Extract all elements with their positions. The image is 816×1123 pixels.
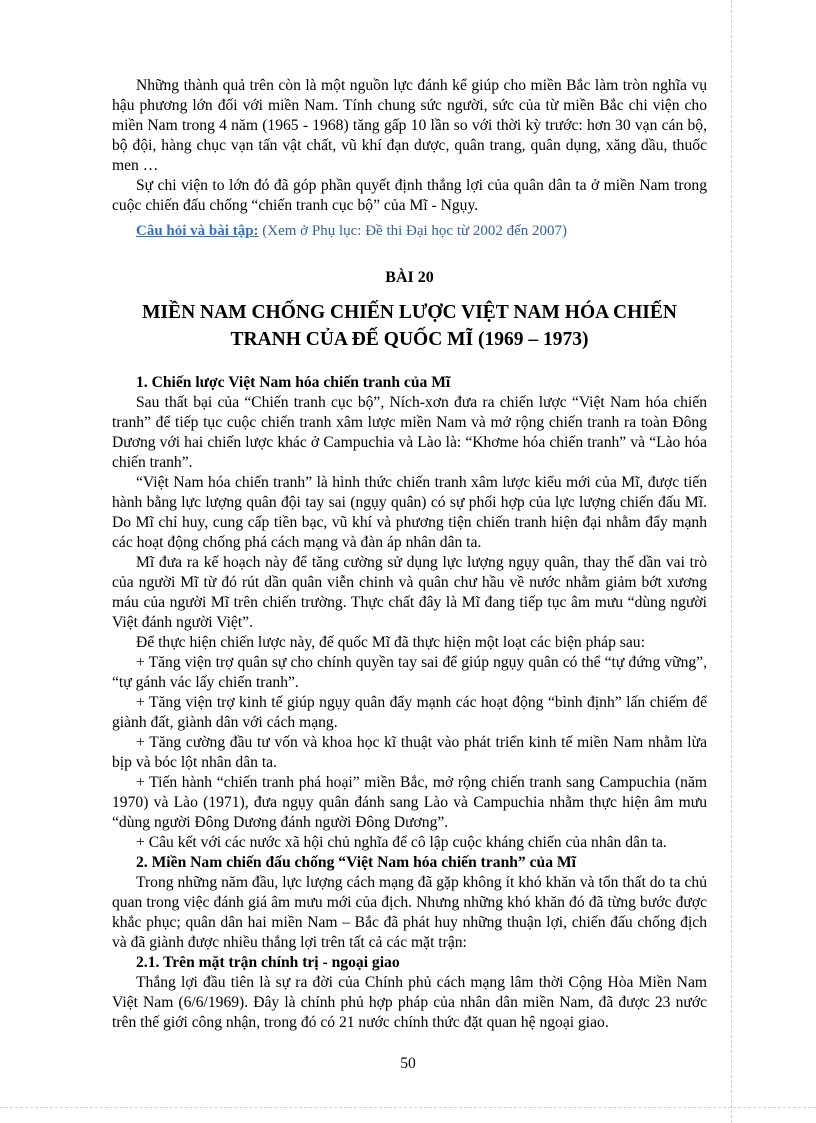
section-1-paragraph: Để thực hiện chiến lược này, đế quốc Mĩ đã thực hiện một loạt các biện pháp sau: xyxy=(136,634,645,651)
section-1-bullet: + Câu kết với các nước xã hội chủ nghĩa để cô lập cuộc kháng chiến của nhân dân ta. xyxy=(136,834,667,851)
page-number: 50 xyxy=(400,1055,416,1072)
section-1-bullet: + Tăng viện trợ quân sự cho chính quyền tay sai để giúp ngụy quân có thể “tự đứng vững”, “tự gánh vác lấy chiến tranh”. xyxy=(112,654,707,691)
section-1-paragraph: Mĩ đưa ra kế hoạch này để tăng cường sử dụng lực lượng ngụy quân, thay thế dần vai trò của người Mĩ từ đó rút dần quân viễn chinh và quân chư hầu về nước nhằm giảm bớt xương máu của người Mĩ trên chiến trường. Thực chất đây là Mĩ đang tiếp tục âm mưu “dùng người Việt đánh người Việt”. xyxy=(112,554,707,631)
section-2-1-paragraph: Thắng lợi đầu tiên là sự ra đời của Chính phủ cách mạng lâm thời Cộng Hòa Miền Nam Việt Nam (6/6/1969). Đây là chính phủ hợp pháp của nhân dân miền Nam, đã được 23 nước trên thế giới công nhận, trong đó có 21 nước chính thức đặt quan hệ ngoại giao. xyxy=(112,974,707,1031)
intro-paragraph-2: Sự chi viện to lớn đó đã góp phần quyết định thắng lợi của quân dân ta ở miền Nam trong cuộc chiến đấu chống “chiến tranh cục bộ” của Mĩ - Ngụy. xyxy=(112,177,707,214)
lesson-title-line-1: MIỀN NAM CHỐNG CHIẾN LƯỢC VIỆT NAM HÓA CHIẾN xyxy=(142,302,677,323)
questions-link[interactable]: Câu hỏi và bài tập: xyxy=(136,223,259,239)
lesson-number: BÀI 20 xyxy=(385,269,434,286)
section-1-paragraph: “Việt Nam hóa chiến tranh” là hình thức chiến tranh xâm lược kiểu mới của Mĩ, được tiến hành bằng lực lượng quân đội tay sai (ngụy quân) có sự phối hợp của lực lượng chiến đấu Mĩ. Do Mĩ chỉ huy, cung cấp tiền bạc, vũ khí và phương tiện chiến tranh hiện đại nhằm đẩy mạnh các hoạt động chống phá cách mạng và đàn áp nhân dân ta. xyxy=(112,474,707,551)
intro-paragraph-1: Những thành quả trên còn là một nguồn lực đánh kể giúp cho miền Bắc làm tròn nghĩa vụ hậu phương lớn đối với miền Nam. Tính chung sức người, sức của từ miền Bắc chi viện cho miền Nam trong 4 năm (1965 - 1968) tăng gấp 10 lần so với thời kỳ trước: hơn 30 vạn cán bộ, bộ đội, hàng chục vạn tấn vật chất, vũ khí đạn dược, quân trang, quân dụng, xăng dầu, thuốc men … xyxy=(112,77,707,174)
questions-reference: (Xem ở Phụ lục: Đề thi Đại học từ 2002 đến 2007) xyxy=(258,223,568,239)
section-2-paragraph: Trong những năm đầu, lực lượng cách mạng đã gặp không ít khó khăn và tổn thất do ta chủ quan trong việc đánh giá âm mưu mới của địch. Nhưng những khó khăn đó đã từng bước được khắc phục; quân dân hai miền Nam – Bắc đã phát huy những thuận lợi, chiến đấu chống địch và đã giành được nhiều thắng lợi trên tất cả các mặt trận: xyxy=(112,874,707,951)
page-margin-guide-bottom xyxy=(0,1107,816,1108)
page-content xyxy=(112,76,707,1033)
section-2-heading: 2. Miền Nam chiến đấu chống “Việt Nam hóa chiến tranh” của Mĩ xyxy=(136,854,576,871)
section-2-1-heading: 2.1. Trên mặt trận chính trị - ngoại giao xyxy=(136,954,400,971)
questions-line xyxy=(112,221,707,241)
section-1-paragraph: Sau thất bại của “Chiến tranh cục bộ”, Ních-xơn đưa ra chiến lược “Việt Nam hóa chiến tranh” để tiếp tục cuộc chiến tranh xâm lược miền Nam và mở rộng chiến tranh ra toàn Đông Dương với hai chiến lược khác ở Campuchia và Lào là: “Khơme hóa chiến tranh” và “Lào hóa chiến tranh”. xyxy=(112,394,707,471)
lesson-title xyxy=(112,299,707,353)
lesson-title-line-2: TRANH CỦA ĐẾ QUỐC MĨ (1969 – 1973) xyxy=(230,329,589,350)
section-1-bullet: + Tiến hành “chiến tranh phá hoại” miền Bắc, mở rộng chiến tranh sang Campuchia (năm 1970) và Lào (1971), đưa ngụy quân đánh sang Lào và Campuchia nhằm thực hiện âm mưu “dùng người Đông Dương đánh người Đông Dương”. xyxy=(112,774,707,831)
section-1-heading: 1. Chiến lược Việt Nam hóa chiến tranh của Mĩ xyxy=(136,374,451,391)
section-1-bullet: + Tăng cường đầu tư vốn và khoa học kĩ thuật vào phát triển kinh tế miền Nam nhằm lừa bịp và bóc lột nhân dân ta. xyxy=(112,734,707,771)
section-1-bullet: + Tăng viện trợ kinh tế giúp ngụy quân đẩy mạnh các hoạt động “bình định” lấn chiếm để giành đất, giành dân với cách mạng. xyxy=(112,694,707,731)
page-margin-guide-right xyxy=(731,0,732,1123)
